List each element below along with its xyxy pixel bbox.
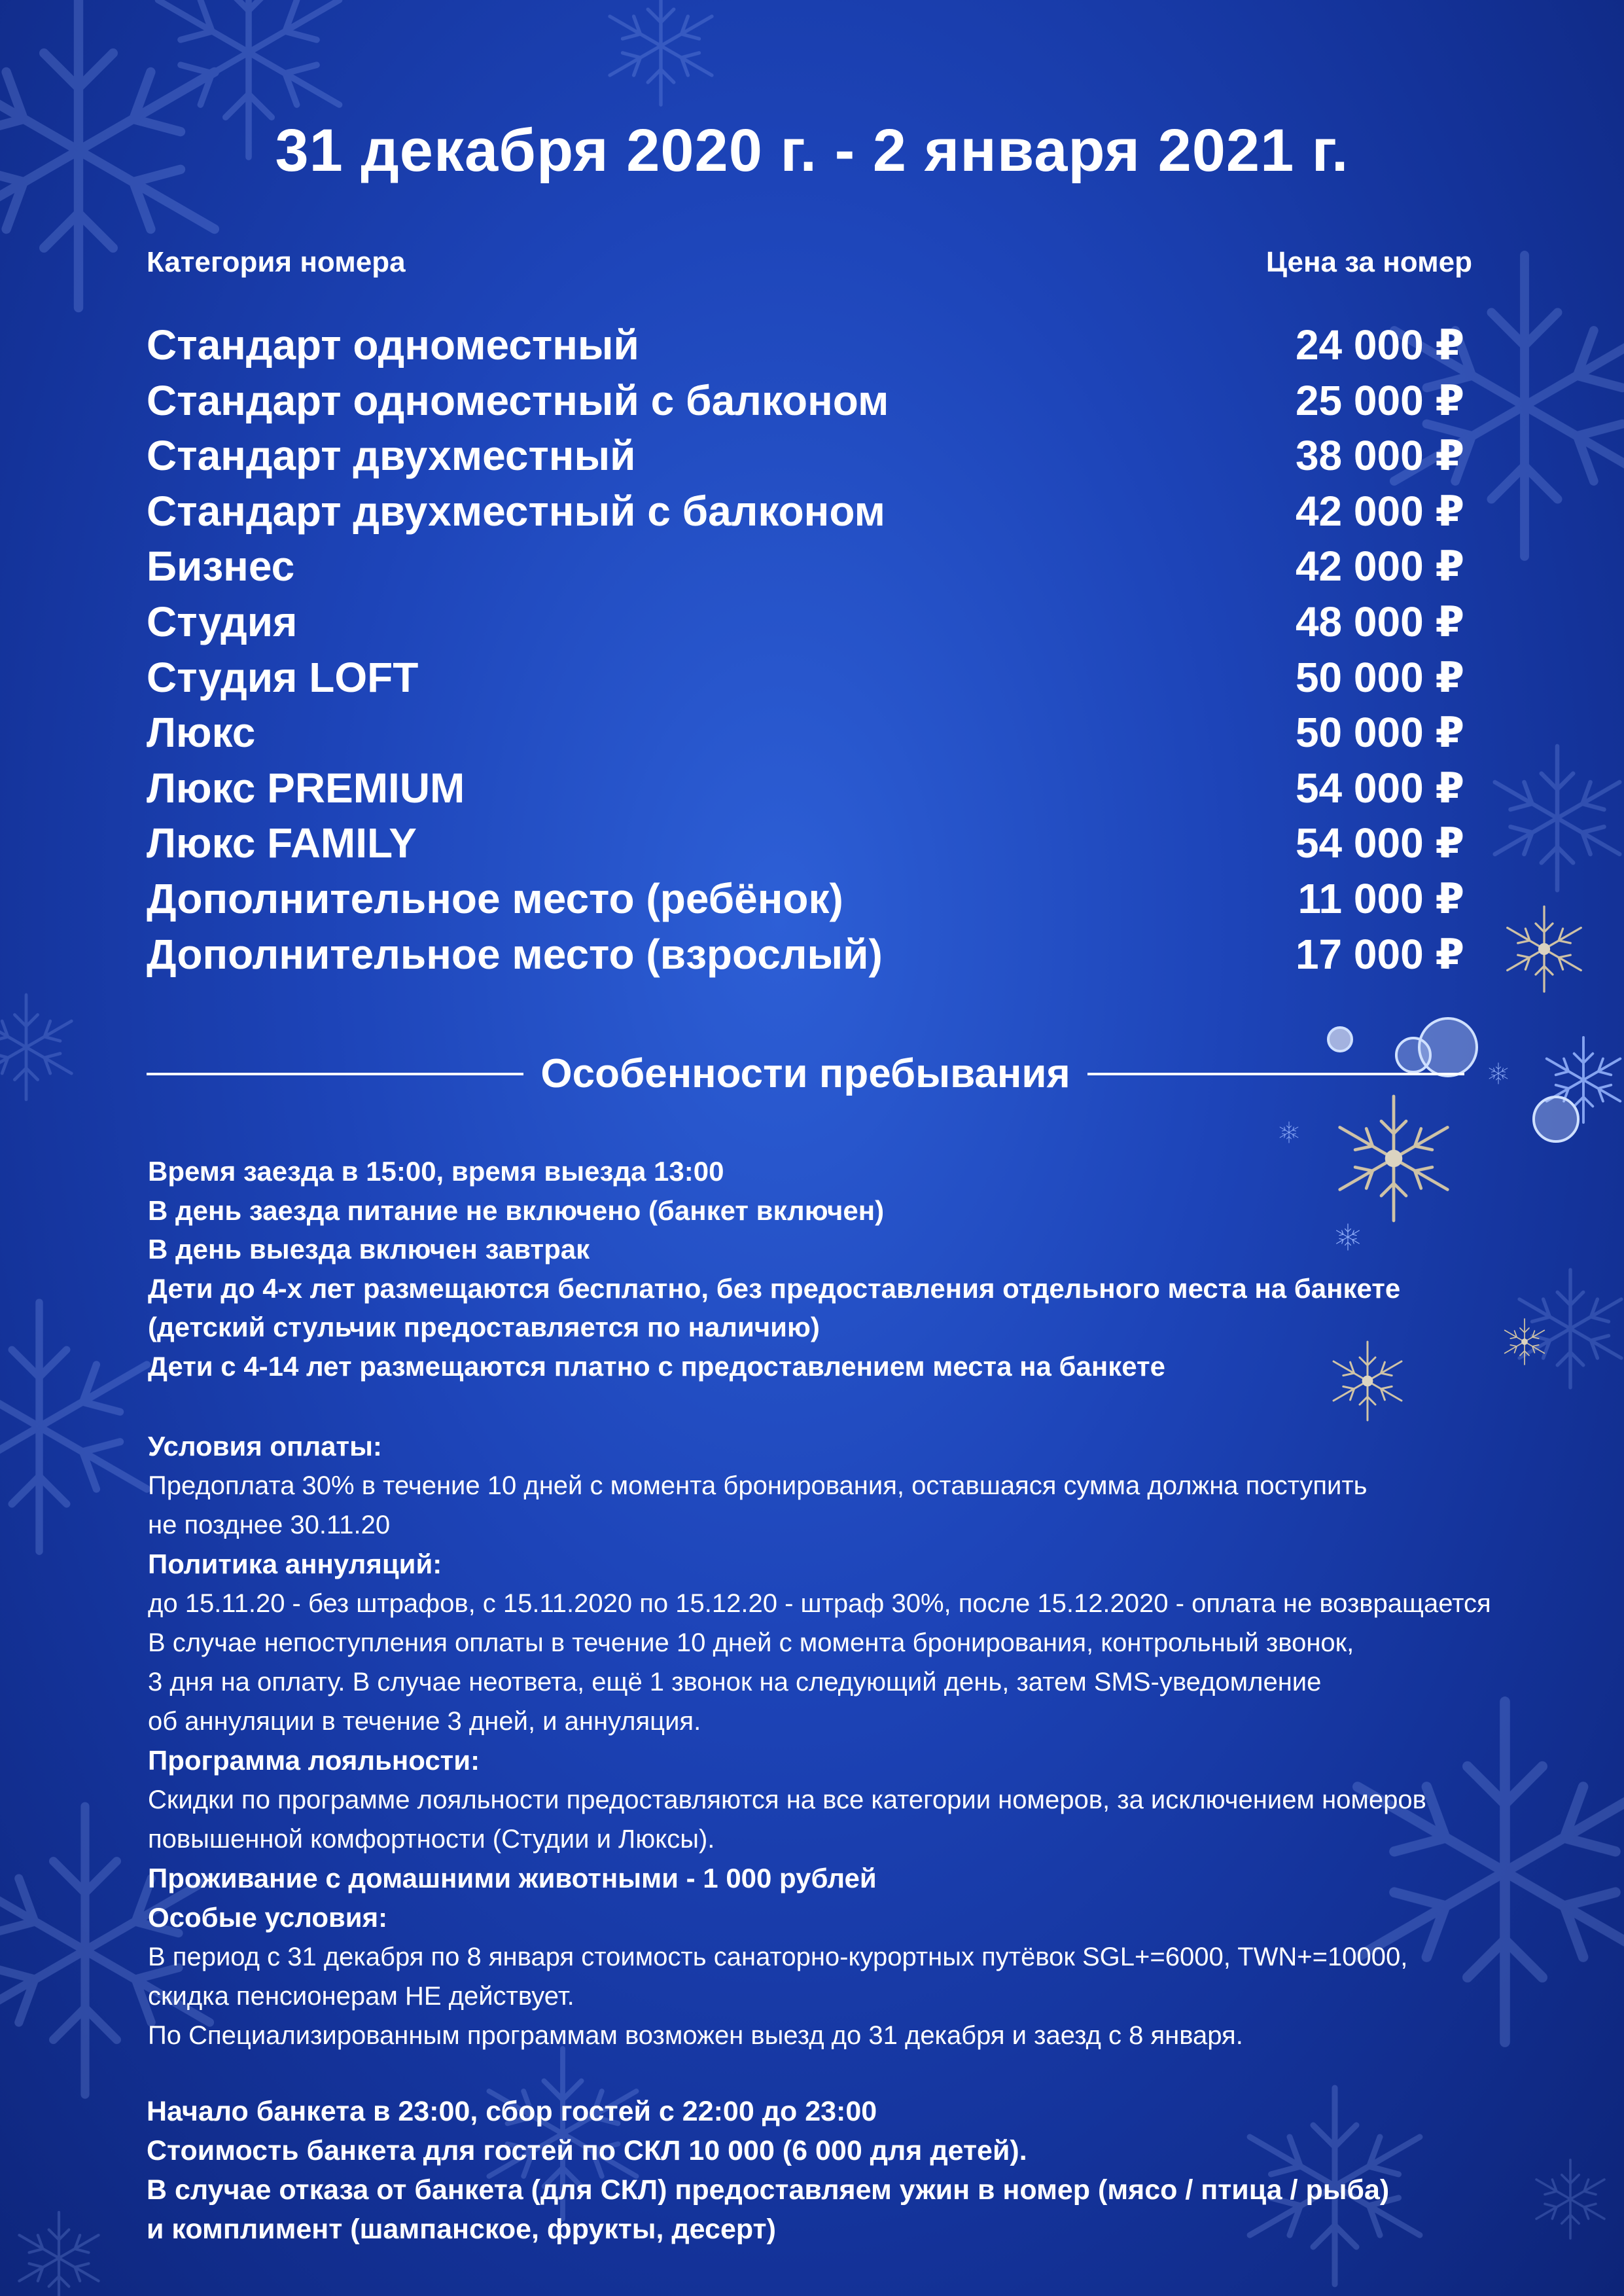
room-category: Студия xyxy=(147,598,298,645)
table-row xyxy=(147,708,1464,764)
table-row xyxy=(147,376,1464,432)
room-price: 38 000 ₽ xyxy=(1295,432,1464,480)
banquet-line: В случае отказа от банкета (для СКЛ) предоставляем ужин в номер (мясо / птица / рыба) xyxy=(147,2174,1390,2206)
room-price: 42 000 ₽ xyxy=(1295,543,1464,590)
special-line: По Специализированным программам возможен выезд до 31 декабря и заезд с 8 января. xyxy=(148,2021,1243,2050)
banquet-line: Начало банкета в 23:00, сбор гостей с 22:00 до 23:00 xyxy=(147,2096,877,2127)
room-category: Дополнительное место (взрослый) xyxy=(147,930,883,978)
room-price-table xyxy=(147,321,1464,985)
feature-line: Дети с 4-14 лет размещаются платно с предоставлением места на банкете xyxy=(148,1350,1165,1382)
pets-policy: Проживание с домашними животными - 1 000 рублей xyxy=(148,1863,877,1893)
room-category: Бизнес xyxy=(147,543,295,590)
loyalty-line: повышенной комфортности (Студии и Люксы). xyxy=(148,1825,715,1854)
room-category: Дополнительное место (ребёнок) xyxy=(147,874,843,922)
table-row xyxy=(147,321,1464,376)
special-line: скидка пенсионерам НЕ действует. xyxy=(148,1982,574,2011)
table-row xyxy=(147,874,1464,930)
page-title: 31 декабря 2020 г. - 2 января 2021 г. xyxy=(275,117,1349,184)
table-row xyxy=(147,431,1464,487)
feature-line: Дети до 4-х лет размещаются бесплатно, без предоставления отдельного места на банкете xyxy=(148,1272,1401,1304)
stay-features-list xyxy=(148,1152,1483,1386)
room-price: 48 000 ₽ xyxy=(1295,598,1464,645)
room-price: 54 000 ₽ xyxy=(1295,764,1464,812)
room-category: Люкс xyxy=(147,709,256,757)
table-row xyxy=(147,487,1464,543)
room-category: Люкс FAMILY xyxy=(147,819,417,867)
room-price: 11 000 ₽ xyxy=(1297,874,1464,922)
cancel-line: до 15.11.20 - без штрафов, с 15.11.2020 по 15.12.20 - штраф 30%, после 15.12.2020 - оплата не возвращается xyxy=(148,1589,1491,1618)
special-line: В период с 31 декабря по 8 января стоимость санаторно-курортных путёвок SGL+=6000, TWN+=10000, xyxy=(148,1943,1408,1971)
conditions-block xyxy=(148,1427,1607,2055)
room-category: Стандарт двухместный с балконом xyxy=(147,487,885,535)
room-price: 54 000 ₽ xyxy=(1295,819,1464,867)
cancel-line: об аннуляции в течение 3 дней, и аннуляция. xyxy=(148,1707,701,1736)
payment-line: Предоплата 30% в течение 10 дней с момента бронирования, оставшаяся сумма должна поступить xyxy=(148,1471,1368,1500)
room-price: 25 000 ₽ xyxy=(1295,376,1464,424)
feature-line: (детский стульчик предоставляется по наличию) xyxy=(148,1312,820,1342)
feature-line: В день заезда питание не включено (банкет включен) xyxy=(148,1194,885,1226)
column-header-category: Категория номера xyxy=(147,246,406,278)
column-header-price: Цена за номер xyxy=(1265,246,1472,278)
room-category: Стандарт одноместный xyxy=(147,321,639,368)
table-row xyxy=(147,930,1464,986)
table-row xyxy=(147,819,1464,874)
features-heading: Особенности пребывания xyxy=(540,1051,1070,1096)
room-price: 50 000 ₽ xyxy=(1295,709,1464,757)
cancel-line: В случае непоступления оплаты в течение 10 дней с момента бронирования, контрольный звонок, xyxy=(148,1628,1354,1657)
table-row xyxy=(147,542,1464,598)
table-row xyxy=(147,764,1464,819)
room-category: Стандарт двухместный xyxy=(147,432,636,480)
feature-line: В день выезда включен завтрак xyxy=(148,1234,590,1265)
payment-heading: Условия оплаты: xyxy=(148,1431,382,1462)
room-category: Люкс PREMIUM xyxy=(147,764,465,812)
table-row xyxy=(147,598,1464,653)
divider-line-left xyxy=(147,1073,523,1075)
room-price: 24 000 ₽ xyxy=(1295,321,1464,368)
cancel-line: 3 дня на оплату. В случае неответа, ещё 1 звонок на следующий день, затем SMS-уведомление xyxy=(148,1668,1322,1696)
divider-line-right xyxy=(1087,1073,1464,1075)
room-category: Студия LOFT xyxy=(147,653,419,701)
table-row xyxy=(147,653,1464,709)
feature-line: Время заезда в 15:00, время выезда 13:00 xyxy=(148,1156,724,1187)
banquet-line: и комплимент (шампанское, фрукты, десерт) xyxy=(147,2214,776,2245)
room-price: 42 000 ₽ xyxy=(1295,487,1464,535)
cancel-heading: Политика аннуляций: xyxy=(148,1549,442,1579)
room-category: Стандарт одноместный с балконом xyxy=(147,376,889,424)
features-section-divider xyxy=(147,1050,1464,1097)
special-heading: Особые условия: xyxy=(148,1902,388,1933)
banquet-info xyxy=(147,2092,1481,2249)
room-price: 50 000 ₽ xyxy=(1295,653,1464,701)
room-price: 17 000 ₽ xyxy=(1295,930,1464,978)
payment-line: не позднее 30.11.20 xyxy=(148,1511,391,1539)
banquet-line: Стоимость банкета для гостей по СКЛ 10 000 (6 000 для детей). xyxy=(147,2135,1027,2166)
loyalty-line: Скидки по программе лояльности предоставляются на все категории номеров, за исключением номеров xyxy=(148,1785,1426,1814)
loyalty-heading: Программа лояльности: xyxy=(148,1745,480,1776)
